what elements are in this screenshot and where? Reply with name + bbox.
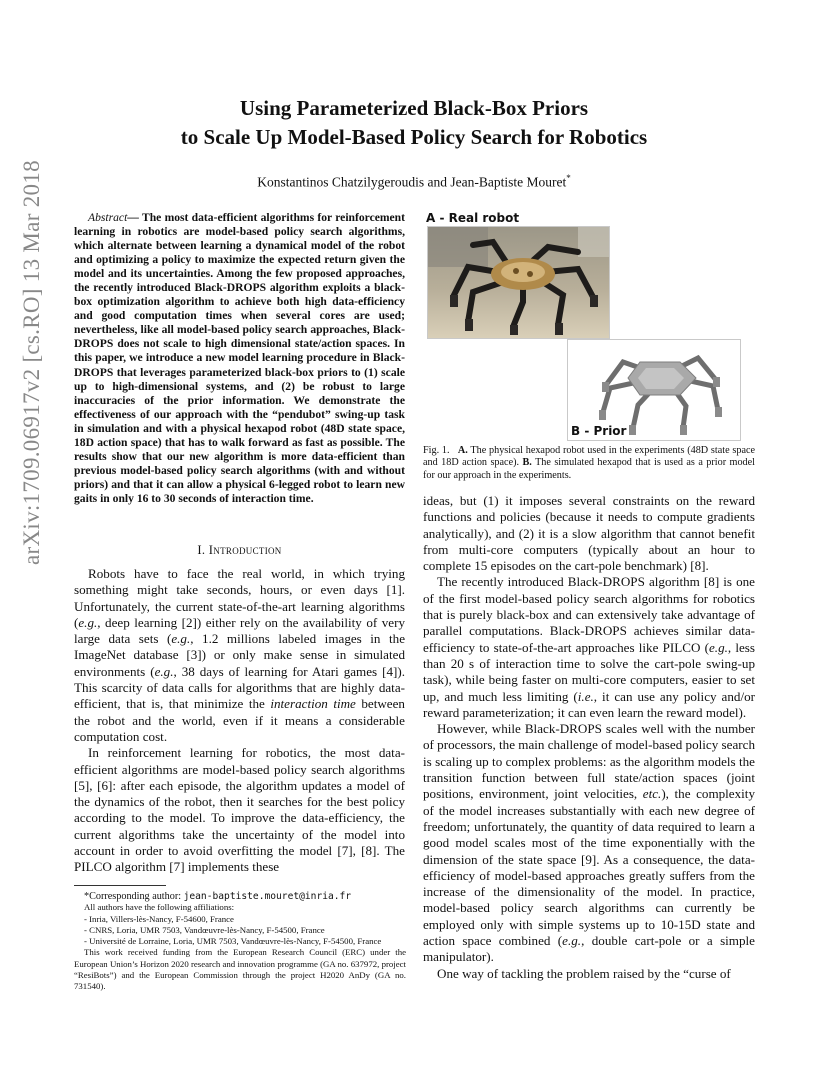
body-text: , double cart-pole or a simple manipulator). <box>423 933 755 965</box>
body-text: However, while Black-DROPS scales well with the number of processors, the main challenge of model-based policy search is scaling up to complex problems: as the algorithm models the transition function between full state/action spaces (joint positions, environment, joint velocities, <box>423 721 755 802</box>
italic-text: i.e. <box>577 688 594 704</box>
authors <box>0 173 828 191</box>
affiliation-2: - CNRS, Loria, UMR 7503, Vandœuvre-lès-Nancy, F-54500, France <box>84 924 325 935</box>
left-column-body <box>74 566 405 876</box>
paragraph <box>423 493 755 574</box>
paper-title-line-2: to Scale Up Model-Based Policy Search for Robotics <box>180 125 648 149</box>
paragraph <box>74 566 405 745</box>
author-footnote-mark: * <box>566 173 571 183</box>
footnote-rule <box>74 885 166 886</box>
section-heading-introduction <box>74 543 405 558</box>
authors-names: Konstantinos Chatzilygeroudis and Jean-Baptiste Mouret <box>257 174 567 190</box>
italic-text: e.g. <box>78 614 98 630</box>
caption-a-mark: A. <box>457 445 468 456</box>
body-text: , deep learning [2]) either rely on the availability of very large data sets ( <box>74 614 405 647</box>
body-text: , it can use any policy and/or reward parameterization; it can even learn the reward model). <box>423 688 755 720</box>
italic-text: e.g. <box>154 663 174 679</box>
real-robot-photo <box>427 226 610 339</box>
abstract-label: Abstract <box>88 211 128 224</box>
affiliations-intro: All authors have the following affiliations: <box>84 902 235 913</box>
italic-text: interaction time <box>270 696 356 712</box>
corresponding-email: jean-baptiste.mouret@inria.fr <box>183 891 352 902</box>
affiliation-1: - Inria, Villers-lès-Nancy, F-54600, France <box>84 913 234 924</box>
footnotes <box>74 891 406 993</box>
caption-b-mark: B. <box>522 457 532 469</box>
body-text: Robots have to face the real world, in which trying something might take seconds, hours, or even days [1]. Unfortunately, the current state-of-the-art learning algorithms ( <box>74 566 405 630</box>
right-column-body <box>423 493 755 982</box>
corresponding-author-note <box>74 891 406 902</box>
body-text: The recently introduced Black-DROPS algorithm [8] is one of the first model-based policy search algorithms for robotics that is purely black-box and can extensively take advantage of parallel computations. Black-DROPS achieves similar data-efficiency to state-of-the-art approaches like PILCO ( <box>423 574 755 655</box>
section-number: I. <box>197 543 206 557</box>
paragraph <box>423 574 755 721</box>
caption-label: Fig. 1. <box>423 445 450 456</box>
body-text: , less than 20 s of interaction time to solve the cart-pole swing-up task), while being faster on multi-core computers, easier to set up, and much less limiting ( <box>423 639 756 704</box>
body-text: ), the complexity of the model increases substantially with each new degree of freedom; unfortunately, the quantity of data required to learn a good model scales most of the time exponentially with the dimension of the state space [9]. As a consequence, the data-efficiency of model-based approaches greatly suffers from the increase of the dimensionality of the model. In practice, model-based policy search algorithms can currently be employed only with simple systems up to 10-15D state and action space combined ( <box>423 786 755 949</box>
funding-note: This work received funding from the European Research Council (ERC) under the European Union’s Horizon 2020 research and innovation programme (GA no. 637972, project “ResiBots”) and the European Commission through the project H2020 AnDy (GA no. 731540). <box>74 947 406 992</box>
body-text: between the robot and the world, even if it means a considerable computation cost. <box>74 696 405 744</box>
italic-text: e.g. <box>171 631 191 647</box>
figure-label-prior: B - Prior <box>571 424 627 438</box>
paragraph <box>423 721 755 965</box>
abstract-text: — The most data-efficient algorithms for reinforcement learning in robotics are model-based policy search algorithms, which alternate between learning a dynamical model of the robot and optimizing a policy to maximize the expected return given the model and its uncertainties. Among the few proposed approaches, the recently introduced Black-DROPS algorithm exploits a black-box optimization algorithm to achieve both high data-efficiency and good computation times when several cores are used; nevertheless, like all model-based policy search approaches, Black-DROPS does not scale to high dimensional state/action spaces. In this paper, we introduce a new model learning procedure in Black-DROPS that leverages parameterized black-box priors to (1) scale up to high-dimensional systems, and (2) be robust to large inaccuracies of the prior information. We demonstrate the effectiveness of our approach with the “pendubot” swing-up task in simulation and with a physical hexapod robot (48D state space, 18D action space) that has to walk forward as fast as possible. The results show that our new algorithm is more data-efficient than previous model-based policy search algorithms (with and without priors) and that it can allow a physical 6-legged robot to learn new gaits in only 16 to 30 seconds of interaction time. <box>74 211 405 505</box>
affiliation-3: - Université de Lorraine, Loria, UMR 7503, Vandœuvre-lès-Nancy, F-54500, France <box>84 936 382 947</box>
caption-b-text: The simulated hexapod that is used as a prior model for our approach in the experiments. <box>423 457 755 481</box>
section-title: Introduction <box>208 543 282 557</box>
paper-title-line-1: Using Parameterized Black-Box Priors <box>239 96 589 120</box>
body-text: , 38 days of learning for Atari games [4]). This scarcity of data calls for algorithms that are highly data-efficient, that is, that minimize the <box>74 663 405 712</box>
figure-label-real-robot: A - Real robot <box>426 211 520 225</box>
hexapod-robot-image <box>428 227 609 338</box>
italic-text: e.g. <box>562 933 582 949</box>
italic-text: etc. <box>642 786 662 802</box>
paragraph <box>74 745 405 875</box>
body-text: One way of tackling the problem raised by the “curse of <box>437 965 731 981</box>
corresponding-label: *Corresponding author: <box>84 891 184 902</box>
caption-a-text: The physical hexapod robot used in the experiments (48D state space and 18D action space). <box>423 445 756 469</box>
arxiv-identifier: arXiv:1709.06917v2 [cs.RO] 13 Mar 2018 <box>19 160 44 565</box>
body-text: ideas, but (1) it imposes several constraints on the reward functions and policies (because it needs to compute gradients analytically), and (2) it is a slow algorithm that cannot benefit from multi-core computers (typically about an hour to complete 15 episodes on the cart-pole benchmark) [8]. <box>423 493 755 574</box>
paragraph <box>423 966 755 982</box>
body-text: In reinforcement learning for robotics, the most data-efficient algorithms are model-based policy search algorithms [5], [6]: after each episode, the algorithm updates a model of the dynamics of the robot, then it searches for the best policy according to the model. To improve the data-efficiency, the current algorithms take the uncertainty of the model into account in order to avoid overfitting the model [7], [8]. The PILCO algorithm [7] implements these <box>74 745 405 875</box>
figure-caption <box>423 445 755 482</box>
abstract <box>74 211 405 506</box>
body-text: , 1.2 millions labeled images in the ImageNet database [3]) or only make sense in simulated environments ( <box>74 631 405 679</box>
italic-text: e.g. <box>708 639 728 655</box>
